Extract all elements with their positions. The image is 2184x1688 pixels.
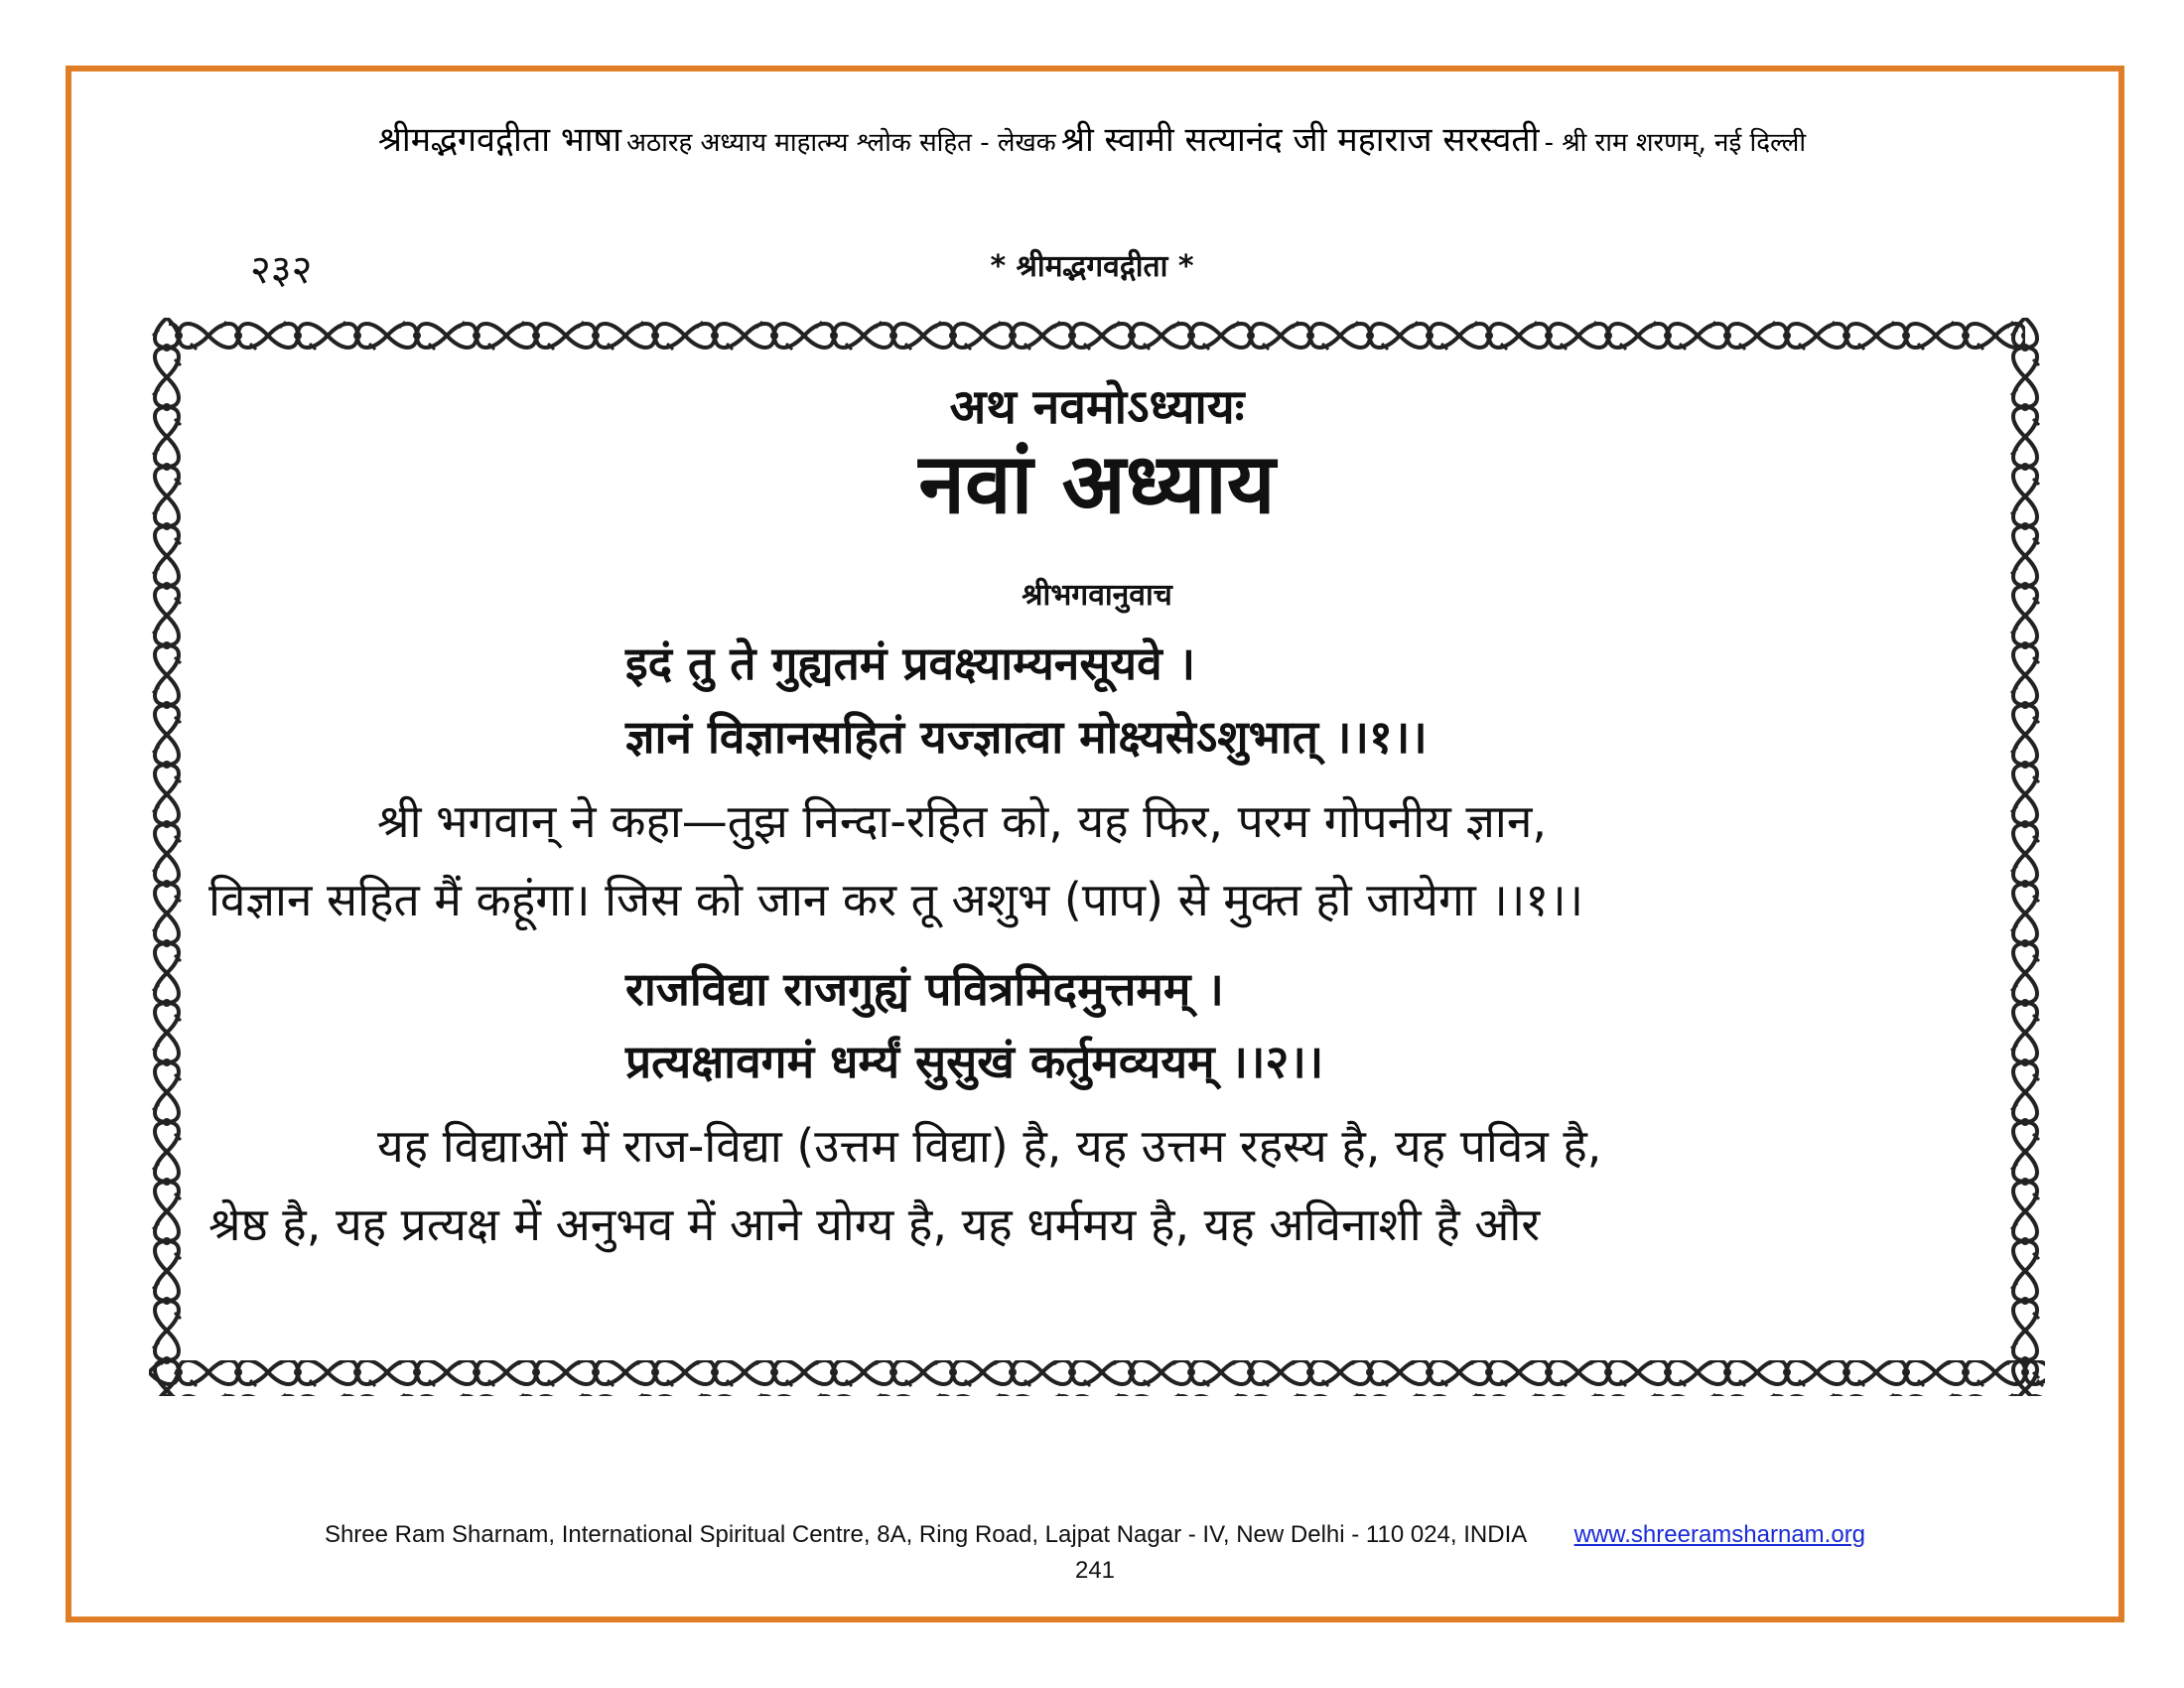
verse-1-translation-line-1: श्री भगवान् ने कहा—तुझ निन्दा-रहित को, यह फिर, परम गोपनीय ज्ञान, [377,793,1547,848]
footer-page-number: 241 [1074,1557,1116,1584]
chapter-hindi-title: नवां अध्याय [918,435,1276,532]
document-header [66,115,2118,161]
ornamental-text-panel [149,318,2045,1400]
chapter-content [208,357,1985,1264]
verse-1-translation-line-2: विज्ञान सहित मैं कहूंगा। जिस को जान कर तू अशुभ (पाप) से मुक्त हो जायेगा ।।१।। [208,872,1584,926]
verse-2-translation-line-2: श्रेष्ठ है, यह प्रत्यक्ष में अनुभव में आने योग्य है, यह धर्ममय है, यह अविनाशी है और [208,1197,1541,1252]
verse-1-line-1: इदं तु ते गुह्यतमं प्रवक्ष्याम्यनसूयवे । [625,636,1196,691]
scan-page-number: २३२ [250,247,313,293]
verse-1-translation [208,782,1985,939]
verse-1-sanskrit [208,628,1985,774]
header-publisher: - श्री राम शरणम्, नई दिल्ली [1544,128,1807,158]
verse-2-sanskrit [208,953,1985,1099]
verse-2-translation [208,1107,1985,1264]
document-footer [66,1521,2124,1585]
header-book-title: श्रीमद्भगवद्गीता भाषा [377,120,622,160]
footer-address: Shree Ram Sharnam, International Spiritual Centre, 8A, Ring Road, Lajpat Nagar - IV, New Delhi - 110 024, INDIA [324,1521,1526,1548]
speaker-heading: श्रीभगवानुवाच [1022,578,1172,614]
header-subtitle: अठारह अध्याय माहात्म्य श्लोक सहित - लेखक [626,128,1056,158]
header-author: श्री स्वामी सत्यानंद जी महाराज सरस्वती [1060,120,1540,160]
verse-2-translation-line-1: यह विद्याओं में राज-विद्या (उत्तम विद्या) है, यह उत्तम रहस्य है, यह पवित्र है, [377,1118,1602,1173]
chapter-sanskrit-title: अथ नवमोऽध्यायः [949,379,1245,435]
verse-1-line-2: ज्ञानं विज्ञानसहितं यज्ज्ञात्वा मोक्ष्यसेऽशुभात् ।।१।। [625,709,1428,764]
scan-page-header [0,240,2184,293]
verse-2-line-1: राजविद्या राजगुह्यं पवित्रमिदमुत्तमम् । [625,961,1224,1016]
website-link[interactable]: www.shreeramsharnam.org [1573,1521,1866,1548]
running-title: * श्रीमद्भगवद्गीता * [990,249,1194,284]
verse-2-line-2: प्रत्यक्षावगमं धर्म्यं सुसुखं कर्तुमव्ययम् ।।२।। [625,1035,1324,1089]
